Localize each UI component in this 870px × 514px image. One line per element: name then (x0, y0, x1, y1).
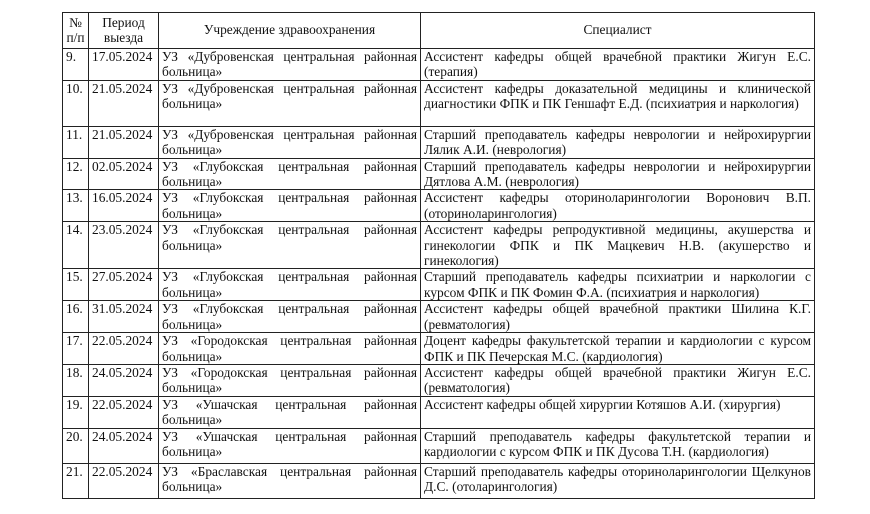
row-date: 27.05.2024 (89, 269, 159, 301)
table-row (63, 222, 815, 269)
row-num: 16. (63, 301, 89, 333)
row-date: 16.05.2024 (89, 190, 159, 222)
row-institution: УЗ «Ушачская центральная районная больница» (159, 428, 421, 463)
row-institution: УЗ «Глубокская центральная районная больница» (159, 158, 421, 190)
row-num: 15. (63, 269, 89, 301)
row-date: 24.05.2024 (89, 428, 159, 463)
row-institution: УЗ «Городокская центральная районная больница» (159, 333, 421, 365)
header-period: Период выезда (89, 13, 159, 49)
row-specialist: Ассистент кафедры оториноларингологии Воронович В.П. (оториноларингология) (421, 190, 815, 222)
row-date: 17.05.2024 (89, 49, 159, 81)
row-date: 21.05.2024 (89, 126, 159, 158)
row-institution: УЗ «Городокская центральная районная больница» (159, 364, 421, 396)
row-specialist: Старший преподаватель кафедры неврологии и нейрохирургии Дятлова А.М. (неврология) (421, 158, 815, 190)
row-date: 21.05.2024 (89, 80, 159, 126)
table-row (63, 126, 815, 158)
row-institution: УЗ «Дубровенская центральная районная больница» (159, 126, 421, 158)
row-specialist: Старший преподаватель кафедры психиатрии и наркологии с курсом ФПК и ПК Фомин Ф.А. (психиатрия и наркология) (421, 269, 815, 301)
table-row (63, 158, 815, 190)
row-num: 12. (63, 158, 89, 190)
row-date: 24.05.2024 (89, 364, 159, 396)
row-institution: УЗ «Глубокская центральная районная больница» (159, 222, 421, 269)
row-specialist: Ассистент кафедры доказательной медицины и клинической диагностики ФПК и ПК Геншафт Е.Д. (психиатрия и наркология) (421, 80, 815, 126)
header-num: № п/п (63, 13, 89, 49)
row-date: 02.05.2024 (89, 158, 159, 190)
table-row (63, 396, 815, 428)
document-page (62, 12, 814, 499)
table-row (63, 190, 815, 222)
table-row (63, 364, 815, 396)
table-row (63, 463, 815, 498)
row-num: 20. (63, 428, 89, 463)
row-date: 23.05.2024 (89, 222, 159, 269)
row-specialist: Доцент кафедры факультетской терапии и кардиологии с курсом ФПК и ПК Печерская М.С. (кардиология) (421, 333, 815, 365)
row-specialist: Ассистент кафедры общей врачебной практики Шилина К.Г. (ревматология) (421, 301, 815, 333)
row-num: 18. (63, 364, 89, 396)
table-row (63, 428, 815, 463)
row-specialist: Старший преподаватель кафедры неврологии и нейрохирургии Лялик А.И. (неврология) (421, 126, 815, 158)
row-specialist: Ассистент кафедры репродуктивной медицины, акушерства и гинекологии ФПК и ПК Мацкевич Н.В. (акушерство и гинекология) (421, 222, 815, 269)
row-institution: УЗ «Глубокская центральная районная больница» (159, 301, 421, 333)
row-institution: УЗ «Глубокская центральная районная больница» (159, 190, 421, 222)
row-num: 10. (63, 80, 89, 126)
row-date: 22.05.2024 (89, 396, 159, 428)
row-num: 19. (63, 396, 89, 428)
visit-schedule-table (62, 12, 815, 499)
header-institution: Учреждение здравоохранения (159, 13, 421, 49)
row-date: 22.05.2024 (89, 333, 159, 365)
row-date: 31.05.2024 (89, 301, 159, 333)
row-num: 11. (63, 126, 89, 158)
table-row (63, 301, 815, 333)
row-num: 9. (63, 49, 89, 81)
row-institution: УЗ «Дубровенская центральная районная больница» (159, 80, 421, 126)
row-specialist: Ассистент кафедры общей врачебной практики Жигун Е.С. (ревматология) (421, 364, 815, 396)
row-num: 21. (63, 463, 89, 498)
row-specialist: Старший преподаватель кафедры факультетской терапии и кардиологии с курсом ФПК и ПК Дусова Т.Н. (кардиология) (421, 428, 815, 463)
table-row (63, 49, 815, 81)
row-institution: УЗ «Глубокская центральная районная больница» (159, 269, 421, 301)
table-row (63, 269, 815, 301)
row-institution: УЗ «Браславская центральная районная больница» (159, 463, 421, 498)
table-row (63, 80, 815, 126)
row-num: 14. (63, 222, 89, 269)
row-institution: УЗ «Дубровенская центральная районная больница» (159, 49, 421, 81)
row-specialist: Ассистент кафедры общей врачебной практики Жигун Е.С. (терапия) (421, 49, 815, 81)
row-specialist: Старший преподаватель кафедры оториноларингологии Щелкунов Д.С. (отоларингология) (421, 463, 815, 498)
table-row (63, 333, 815, 365)
row-date: 22.05.2024 (89, 463, 159, 498)
row-num: 13. (63, 190, 89, 222)
table-header-row (63, 13, 815, 49)
header-specialist: Специалист (421, 13, 815, 49)
row-specialist: Ассистент кафедры общей хирургии Котяшов А.И. (хирургия) (421, 396, 815, 428)
row-num: 17. (63, 333, 89, 365)
row-institution: УЗ «Ушачская центральная районная больница» (159, 396, 421, 428)
